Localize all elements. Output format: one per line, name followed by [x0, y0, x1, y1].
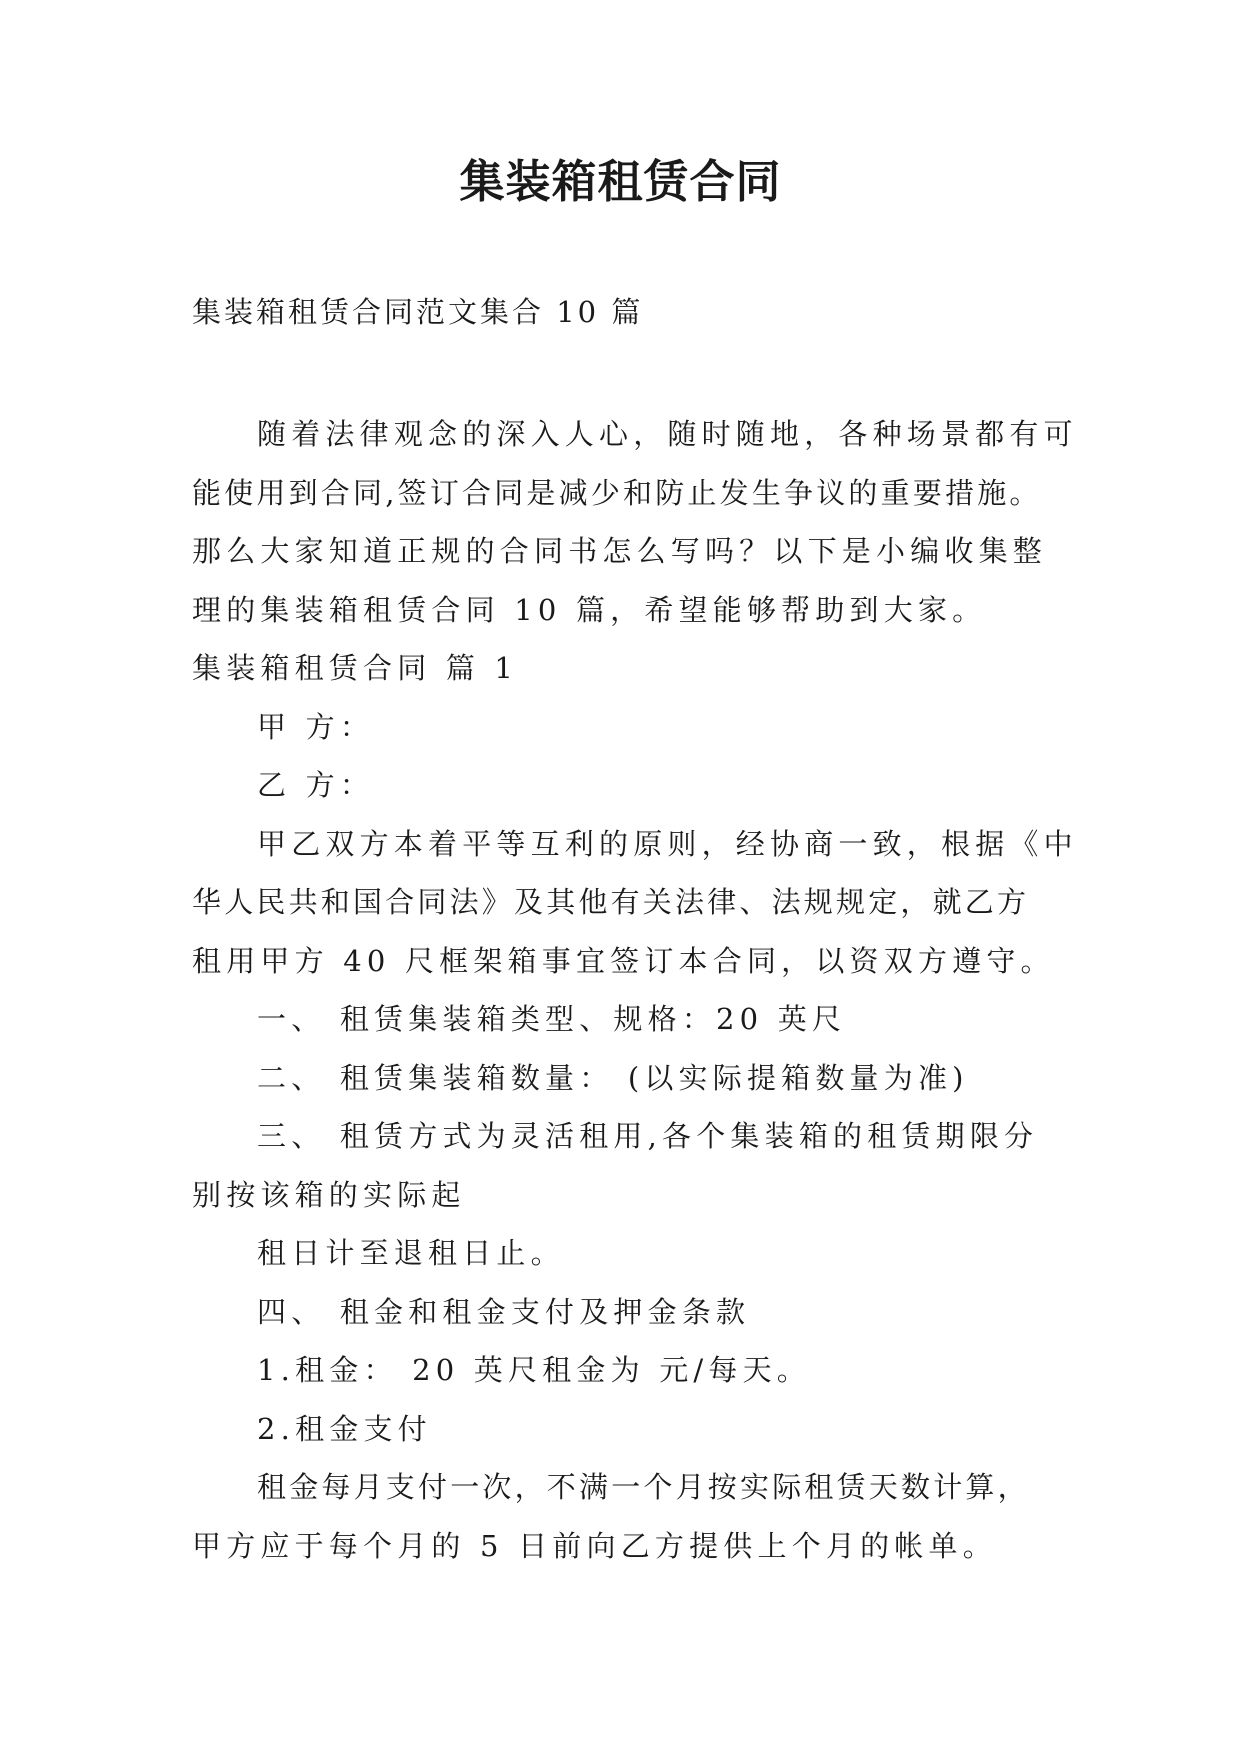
clause-line: 二、 租赁集装箱数量： (以实际提箱数量为准) [257, 1060, 969, 1095]
document-body [192, 405, 1078, 1575]
clause-line: 别按该箱的实际起 [192, 1177, 466, 1212]
paragraph-line: 理的集装箱租赁合同 10 篇，希望能够帮助到大家。 [192, 592, 987, 627]
paragraph-line: 甲乙双方本着平等互利的原则，经协商一致，根据《中 [257, 826, 1078, 861]
clause-line: 租日计至退租日止。 [257, 1236, 565, 1270]
document-subtitle: 集装箱租赁合同范文集合 10 篇 [192, 295, 644, 329]
clause-line: 四、 租金和租金支付及押金条款 [257, 1294, 751, 1329]
clause-line: 1.租金： 20 英尺租金为 元/每天。 [257, 1353, 811, 1387]
document-title: 集装箱租赁合同 [459, 155, 782, 208]
party-a-line: 甲 方： [257, 709, 375, 744]
party-b-line: 乙 方： [257, 768, 375, 802]
section-heading: 集装箱租赁合同 篇 1 [192, 651, 519, 685]
paragraph-line: 华人民共和国合同法》及其他有关法律、法规规定，就乙方 [192, 885, 1030, 919]
paragraph-line: 甲方应于每个月的 5 日前向乙方提供上个月的帐单。 [192, 1528, 997, 1563]
clause-line: 三、 租赁方式为灵活租用,各个集装箱的租赁期限分 [257, 1119, 1039, 1153]
paragraph-line: 能使用到合同,签订合同是减少和防止发生争议的重要措施。 [192, 475, 1042, 510]
paragraph-line: 租金每月支付一次，不满一个月按实际租赁天数计算， [257, 1470, 1030, 1504]
clause-line: 一、 租赁集装箱类型、规格：20 英尺 [257, 1002, 847, 1036]
paragraph-line: 租用甲方 40 尺框架箱事宜签订本合同，以资双方遵守。 [192, 943, 1055, 978]
clause-line: 2.租金支付 [257, 1411, 432, 1446]
paragraph-line: 随着法律观念的深入人心，随时随地，各种场景都有可 [257, 417, 1078, 451]
paragraph-line: 那么大家知道正规的合同书怎么写吗？以下是小编收集整 [192, 534, 1048, 568]
